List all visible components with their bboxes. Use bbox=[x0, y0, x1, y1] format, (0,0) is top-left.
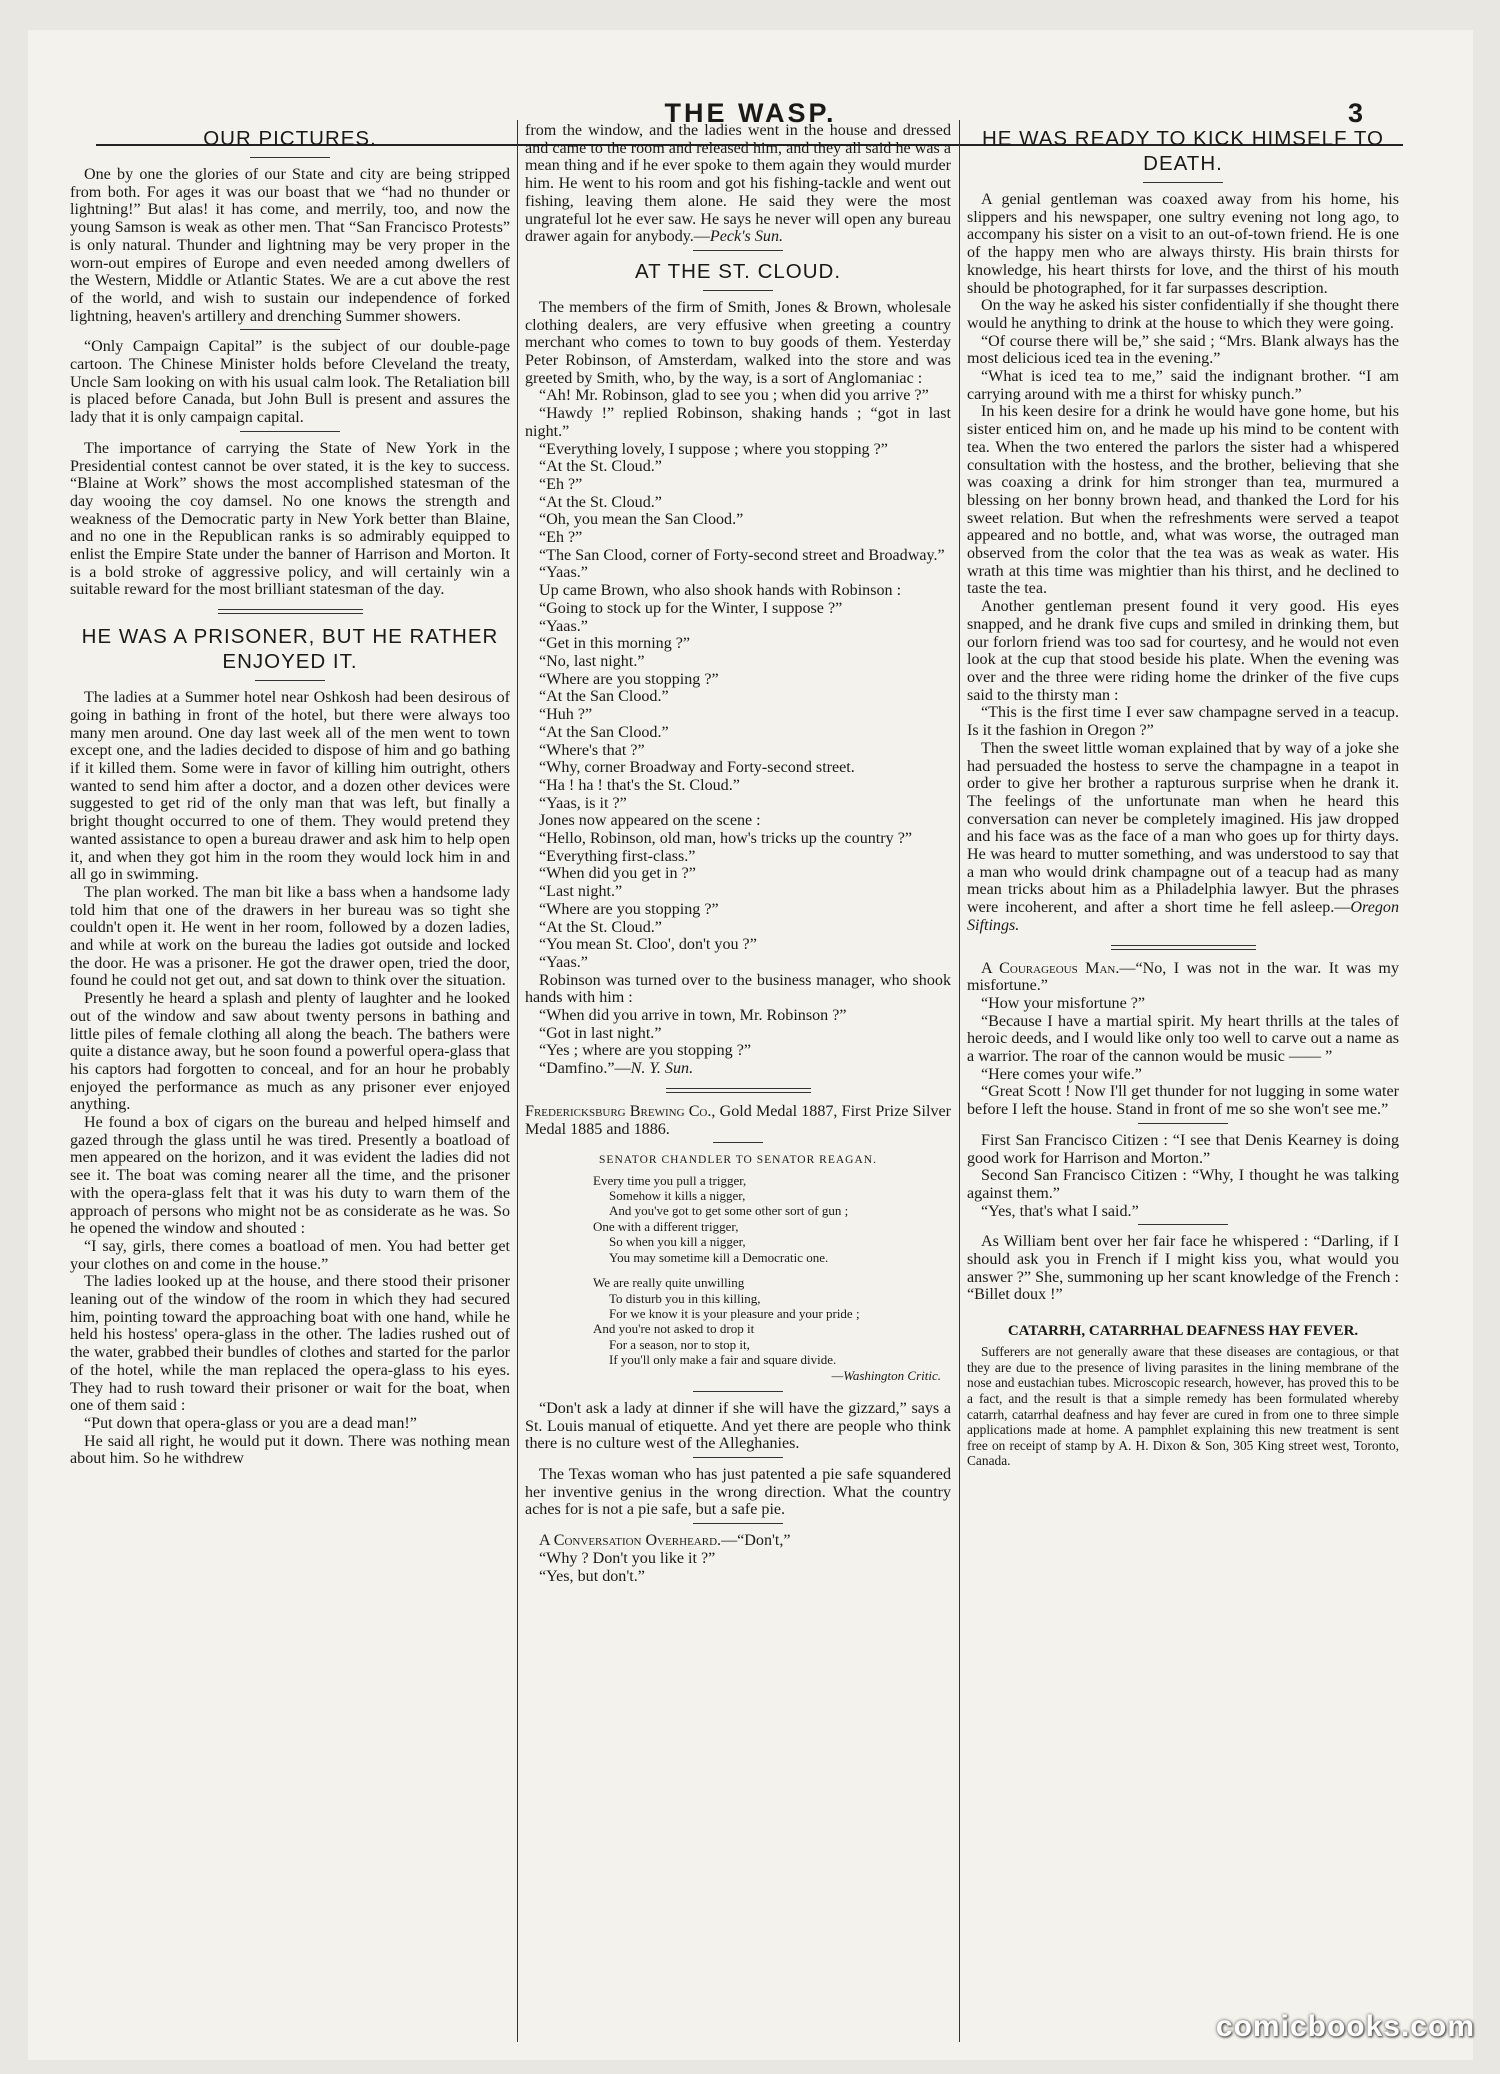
dialog-line: “How your misfortune ?” bbox=[981, 994, 1146, 1012]
paragraph bbox=[525, 122, 951, 246]
dialog-line: Second San Francisco Citizen : “Why, I thought he was talking against them.” bbox=[967, 1167, 1399, 1202]
paragraph: “Put down that opera-glass or you are a dead man!” bbox=[84, 1415, 417, 1432]
dialog-line: “At the San Clood.” bbox=[539, 688, 669, 706]
section-rule bbox=[693, 250, 783, 251]
poem-line: Every time you pull a trigger, bbox=[593, 1172, 747, 1188]
dialog-line: “Hello, Robinson, old man, how's tricks up the country ?” bbox=[539, 830, 912, 848]
section-rule bbox=[1138, 1224, 1228, 1225]
dialog-line: “When did you get in ?” bbox=[539, 865, 696, 883]
courageous-man-title: A Courageous Man. bbox=[981, 959, 1120, 977]
dialog-line: “Got in last night.” bbox=[539, 1024, 662, 1042]
paragraph: “Don't ask a lady at dinner if she will have the gizzard,” says a St. Louis manual of etiquette. And yet there are people who think there is no culture west of the Alleghanies. bbox=[525, 1399, 951, 1453]
dialog-line: “No, last night.” bbox=[539, 652, 645, 670]
conversation-line: “Yes, but don't.” bbox=[539, 1567, 645, 1585]
dialog-line: “Yaas.” bbox=[539, 564, 588, 582]
dialog-line: “The San Clood, corner of Forty-second street and Broadway.” bbox=[539, 546, 945, 564]
dialog-line: “Oh, you mean the San Clood.” bbox=[539, 511, 744, 529]
brewing-ad-text: , Gold Medal 1887, First Prize Silver Medal 1885 and 1886. bbox=[525, 1102, 951, 1138]
dialog-line: “Last night.” bbox=[539, 883, 623, 901]
paragraph: The plan worked. The man bit like a bass when a handsome lady told him that one of the drawers in her bureau was so tight she couldn't open it. He went in her room, followed by a dozen ladies, and while at work on the bureau the ladies got outside and locked the door. He was a prisoner. He got the drawer open, tried the door, found he could not get out, and sat down to think over the situation. bbox=[70, 883, 510, 990]
title-rule bbox=[250, 157, 330, 158]
catarrh-ad-title: CATARRH, CATARRHAL DEAFNESS HAY FEVER. bbox=[1007, 1323, 1359, 1340]
dialog-text: “Damfino.”— bbox=[539, 1060, 631, 1078]
paragraph: Another gentleman present found it very good. His eyes snapped, and he drank five cups and smiled in drinking them, but our forlorn friend was too sad for courtesy, and he would not even look at the cup that stood beside his plate. When the evening was over and the three were riding home the drinker of the five cups said to the thirsty man : bbox=[967, 598, 1399, 704]
article-title-kick-himself: HE WAS READY TO KICK HIMSELF TO DEATH. bbox=[982, 127, 1384, 175]
dialog-line: “Everything first-class.” bbox=[539, 847, 696, 865]
brewing-ad-name: Fredericksburg Brewing Co. bbox=[525, 1102, 712, 1120]
dialog-block bbox=[525, 1007, 951, 1078]
paragraph: Robinson was turned over to the business manager, who shook hands with him : bbox=[525, 971, 951, 1007]
source-credit: Oregon Siftings. bbox=[967, 899, 1399, 934]
paragraph: Jones now appeared on the scene : bbox=[539, 812, 761, 830]
poem-line: One with a different trigger, bbox=[593, 1218, 739, 1234]
dialog-line: “Yaas.” bbox=[539, 953, 588, 971]
dialog-line: “When did you arrive in town, Mr. Robinson ?” bbox=[539, 1007, 847, 1025]
paragraph: “I say, girls, there comes a boatload of men. You had better get your clothes on and come in the house.” bbox=[70, 1237, 510, 1273]
paragraph: Presently he heard a splash and plenty of laughter and he looked out of the window and saw about twenty persons in bathing and little piles of female clothing all along the beach. The bathers were quite a distance away, but he soon found a powerful opera-glass that his captors had forgotten to conceal, and for an hour he probably enjoyed the performance as much as any prisoner ever enjoyed anything. bbox=[70, 990, 510, 1114]
paragraph: “Only Campaign Capital” is the subject of our double-page cartoon. The Chinese Minister holds before Cleveland the treaty, Uncle Sam looking on with his usual calm look. The Retaliation bill is placed before Canada, but John Bull is present and assures the lady that it is only campaign capital. bbox=[70, 338, 510, 427]
poem-line: So when you kill a nigger, bbox=[609, 1234, 746, 1250]
paragraph-text: from the window, and the ladies went in the house and dressed and came to the room and released him, and they all said he was a mean thing and if he ever spoke to them again they would murder him. He went to his room and got his fishing-tackle and went out fishing, leaving them alone. He said they were the most ungrateful lot he ever saw. He says he never will open any bureau drawer again for anybody.— bbox=[525, 122, 951, 246]
dialog-line: “Hawdy !” replied Robinson, shaking hands ; “got in last night.” bbox=[525, 405, 951, 440]
paragraph: As William bent over her fair face he whispered : “Darling, if I should ask you in French if I might kiss you, what would you answer ?” She, summoning up her scant knowledge of the French : “Billet doux !” bbox=[967, 1233, 1399, 1304]
double-rule bbox=[218, 609, 363, 614]
dialog-line: “Huh ?” bbox=[539, 706, 593, 724]
brewing-ad bbox=[525, 1103, 951, 1138]
dialog-line: “Yes ; where are you stopping ?” bbox=[539, 1042, 751, 1060]
paragraph: He found a box of cigars on the bureau and helped himself and gazed through the glass until he was tired. Presently a boatload of men appeared on the horizon, and it was evident the ladies did not see it. The boat was coming nearer all the time, and the prisoner with the opera-glass felt that it was his duty to warn them of the approach of persons who might not be as considerate as he was. So he opened the window and shouted : bbox=[70, 1114, 510, 1238]
dialog-line: “Because I have a martial spirit. My heart thrills at the tales of heroic deeds, and I would like only too well to carve out a name as a warrior. The roar of the cannon would be music —— ” bbox=[967, 1012, 1399, 1066]
section-rule bbox=[693, 1457, 783, 1458]
watermark: comicbooks.com bbox=[1215, 2010, 1475, 2043]
dialog-line: First San Francisco Citizen : “I see that Denis Kearney is doing good work for Harrison and Morton.” bbox=[967, 1131, 1399, 1167]
dialog-line: “Eh ?” bbox=[539, 475, 583, 493]
dialog-line: “Great Scott ! Now I'll get thunder for not lugging in some water before I left the house. Stand in front of me so she won't see me.” bbox=[967, 1083, 1399, 1119]
title-rule bbox=[703, 290, 773, 291]
poem-line: And you've got to get some other sort of gun ; bbox=[609, 1203, 849, 1219]
double-rule bbox=[1111, 945, 1256, 950]
poem-title: SENATOR CHANDLER TO SENATOR REAGAN. bbox=[599, 1154, 877, 1167]
source-credit: Peck's Sun. bbox=[709, 228, 784, 246]
dialog-line: “You mean St. Cloo', don't you ?” bbox=[539, 936, 757, 954]
source-credit: N. Y. Sun. bbox=[630, 1060, 694, 1078]
dialog-line: “Going to stock up for the Winter, I suppose ?” bbox=[539, 599, 843, 617]
paragraph: The ladies looked up at the house, and there stood their prisoner leaning out of the window of the room in which they had secured him, pointing toward the approaching boat with one hand, while he held his hostess' opera-glass in the other. The ladies rushed out of the water, grabbed their bundles of clothes and started for the parlor of the hotel, while the man replaced the opera-glass to his eyes. They had to rush toward their prisoner or wait for the boat, when one of them said : bbox=[70, 1273, 510, 1415]
page-number: 3 bbox=[1347, 98, 1363, 128]
dialog-line: “At the St. Cloud.” bbox=[539, 458, 662, 476]
dialog-block bbox=[525, 600, 951, 812]
poem-line: If you'll only make a fair and square divide. bbox=[609, 1352, 837, 1368]
dialog-line: “Everything lovely, I suppose ; where you stopping ?” bbox=[539, 440, 888, 458]
courageous-man bbox=[967, 960, 1399, 995]
dialog-line: “Yes, that's what I said.” bbox=[981, 1202, 1139, 1220]
paragraph: The members of the firm of Smith, Jones & Brown, wholesale clothing dealers, are very effusive when greeting a country merchant who comes to town to buy goods of them. Yesterday Peter Robinson, of Amsterdam, walked into the store and was greeted by Smith, who, by the way, is a sort of Anglomaniac : bbox=[525, 298, 951, 387]
paragraph: The Texas woman who has just patented a pie safe squandered her inventive genius in the wrong direction. What the country aches for is not a pie safe, but a safe pie. bbox=[525, 1466, 951, 1519]
poem-line: We are really quite unwilling bbox=[593, 1275, 745, 1291]
article-title-our-pictures: OUR PICTURES. bbox=[203, 127, 377, 150]
dialog-line: “Ah! Mr. Robinson, glad to see you ; when did you arrive ?” bbox=[539, 387, 929, 405]
poem-line: And you're not asked to drop it bbox=[593, 1321, 755, 1337]
dialog-line: “Where are you stopping ?” bbox=[539, 670, 719, 688]
dialog-line: “Yaas, is it ?” bbox=[539, 794, 627, 812]
section-rule bbox=[1138, 1123, 1228, 1124]
dialog-line: “At the St. Cloud.” bbox=[539, 918, 662, 936]
paragraph: In his keen desire for a drink he would have gone home, but his sister enticed him on, and he made up his mind to be content with tea. When the two entered the parlors the sister had a whispered consultation with the hostess, and the brother, believing that she was coaxing a drink for him stronger than tea, murmured a blessing on her bonny brown head, and thanked the Lord for his sweet relation. But when the refreshments were served a teapot appeared and no bottle, and, what was worse, the outraged man observed from the color that the tea was as weak as water. His wrath at this time was mightier than his thirst, and he declined to taste the tea. bbox=[967, 403, 1399, 598]
dialog-line: “Get in this morning ?” bbox=[539, 635, 691, 653]
dialog-line: “Eh ?” bbox=[539, 529, 583, 547]
paragraph: The importance of carrying the State of New York in the Presidential contest cannot be over stated, it is the key to success. “Blaine at Work” shows the most accomplished statesman of the day wooing the coy damsel. No one knows the strength and weakness of the Democratic party in New York better than Blaine, and no one in the Republican ranks is so admirably equipped to enlist the Empire State under the banner of Harrison and Morton. It is a bold stroke of aggressive policy, and will certainly win a suitable reward for the most brilliant statesman of the day. bbox=[70, 439, 510, 599]
dialog-line: “Ha ! ha ! that's the St. Cloud.” bbox=[539, 776, 740, 794]
dialog-line: “At the San Clood.” bbox=[539, 723, 669, 741]
section-rule bbox=[240, 329, 340, 330]
poem bbox=[525, 1153, 951, 1383]
column-1 bbox=[70, 122, 510, 2054]
paragraph: He said all right, he would put it down. There was nothing mean about him. So he withdrew bbox=[70, 1432, 510, 1468]
paragraph: A genial gentleman was coaxed away from his home, his slippers and his newspaper, one sultry evening not long ago, to accompany his sister on a visit to an out-of-town friend. He is one of the happy men who are always thirsty. His brain thirsts for knowledge, his heart thirsts for love, and the thirst of his mouth should be photographed, for it far surpasses description. bbox=[967, 191, 1399, 297]
dialog-line: “Where are you stopping ?” bbox=[539, 900, 719, 918]
conversation-line: —“Don't,” bbox=[721, 1532, 791, 1550]
double-rule bbox=[666, 1088, 811, 1093]
conversation bbox=[525, 1532, 951, 1550]
conversation-line: “Why ? Don't you like it ?” bbox=[539, 1549, 716, 1567]
paragraph: One by one the glories of our State and city are being stripped from both. For ages it was our boast that we “had no thunder or lightning!” But alas! it has come, and merrily, too, and now the young Samson is weak as other men. That “San Francisco Protests” is only natural. Thunder and lightning may be very proper in the worn-out empires of Europe and even needed among dwellers of the Western, Middle or Atlantic States. We are a cut above the rest of the world, and wish to sustain our independence of forked lightning, heaven's artillery and drenching Summer showers. bbox=[70, 166, 510, 325]
column-2 bbox=[525, 122, 951, 2054]
dialog-line: “Here comes your wife.” bbox=[981, 1065, 1142, 1083]
paragraph: “This is the first time I ever saw champagne served in a teacup. Is it the fashion in Oregon ?” bbox=[967, 704, 1399, 740]
paragraph: The ladies at a Summer hotel near Oshkosh had been desirous of going in bathing in front of the hotel, but there were always too many men around. One day last week all of the men went to town except one, and the ladies decided to dispose of him and go bathing if it killed them. Some were in favor of killing him outright, others wanted to send him after a doctor, and a dozen other devices were suggested to get rid of the only man that was left, but finally a bright thought occurred to one of them. They would pretend they wanted assistance to open a bureau drawer and ask him to help open it, and when they got him in the room they would lock him in and all go in swimming. bbox=[70, 689, 510, 884]
catarrh-ad-body: Sufferers are not generally aware that these diseases are contagious, or that they are due to the presence of living parasites in the lining membrane of the nose and eustachian tubes. Microscopic research, however, has proved this to be a fact, and the result is that a simple remedy has been formulated whereby catarrh, catarrhal deafness and hay fever are cured in from one to three simple applications made at home. A pamphlet explaining this new treatment is sent free on receipt of stamp by A. H. Dixon & Son, 305 King street west, Toronto, Canada. bbox=[967, 1344, 1399, 1469]
title-rule bbox=[1143, 182, 1223, 183]
poem-credit: —Washington Critic. bbox=[831, 1367, 941, 1383]
section-rule bbox=[693, 1391, 783, 1392]
conversation-title: A Conversation Overheard. bbox=[539, 1532, 722, 1550]
column-divider-1 bbox=[517, 120, 518, 2042]
dialog-line bbox=[525, 1060, 951, 1078]
poem-line: For a season, nor to stop it, bbox=[609, 1336, 750, 1352]
masthead-title: THE WASP. bbox=[664, 98, 837, 128]
paragraph-text: Then the sweet little woman explained that by way of a joke she had persuaded the hostess to serve the champagne in a teapot in order to give her brother a rapturous surprise when he drank it. The feelings of the unfortunate man when he heard this conversation can never be completely imagined. His jaw dropped and his face was as the face of a man who goes up for thirty days. He was heard to mutter something, and was understood to say that a man who would drink champagne out of a teacup had as many mean tricks about him as a Philadelphia lawyer. But the phrases were incoherent, and after a short time he fell asleep.— bbox=[967, 739, 1399, 917]
dialog-block bbox=[525, 830, 951, 972]
paragraph bbox=[967, 740, 1399, 935]
poem-line: Somehow it kills a nigger, bbox=[609, 1188, 746, 1204]
paragraph: On the way he asked his sister confidentially if she thought there would he anything to drink at the house to which they were going. bbox=[967, 297, 1399, 332]
section-rule bbox=[693, 1523, 783, 1524]
paragraph: Up came Brown, who also shook hands with Robinson : bbox=[539, 582, 902, 600]
dialog-line: “Why, corner Broadway and Forty-second street. bbox=[539, 759, 855, 777]
poem-line: For we know it is your pleasure and your pride ; bbox=[609, 1305, 860, 1321]
dialog-line: —“No, I was not in the war. It was my misfortune.” bbox=[967, 959, 1399, 995]
article-title-st-cloud: AT THE ST. CLOUD. bbox=[634, 259, 842, 283]
article-title-prisoner: HE WAS A PRISONER, BUT HE RATHER ENJOYED IT. bbox=[81, 625, 499, 674]
poem-line: You may sometime kill a Democratic one. bbox=[609, 1249, 829, 1265]
dialog-line: “Where's that ?” bbox=[539, 741, 645, 759]
section-rule bbox=[240, 431, 340, 432]
paragraph: “Of course there will be,” she said ; “Mrs. Blank always has the most delicious iced tea in the evening.” bbox=[967, 332, 1399, 368]
column-3 bbox=[967, 122, 1399, 2054]
title-rule bbox=[255, 680, 325, 681]
dialog-line: “At the St. Cloud.” bbox=[539, 493, 662, 511]
section-rule bbox=[713, 1142, 763, 1143]
dialog-block bbox=[525, 387, 951, 582]
poem-line: To disturb you in this killing, bbox=[609, 1290, 761, 1306]
column-divider-2 bbox=[959, 120, 960, 2042]
paragraph: “What is iced tea to me,” said the indignant brother. “I am carrying around with me a thirst for whisky punch.” bbox=[967, 368, 1399, 403]
poem-lines bbox=[525, 1173, 951, 1368]
dialog-line: “Yaas.” bbox=[539, 617, 588, 635]
